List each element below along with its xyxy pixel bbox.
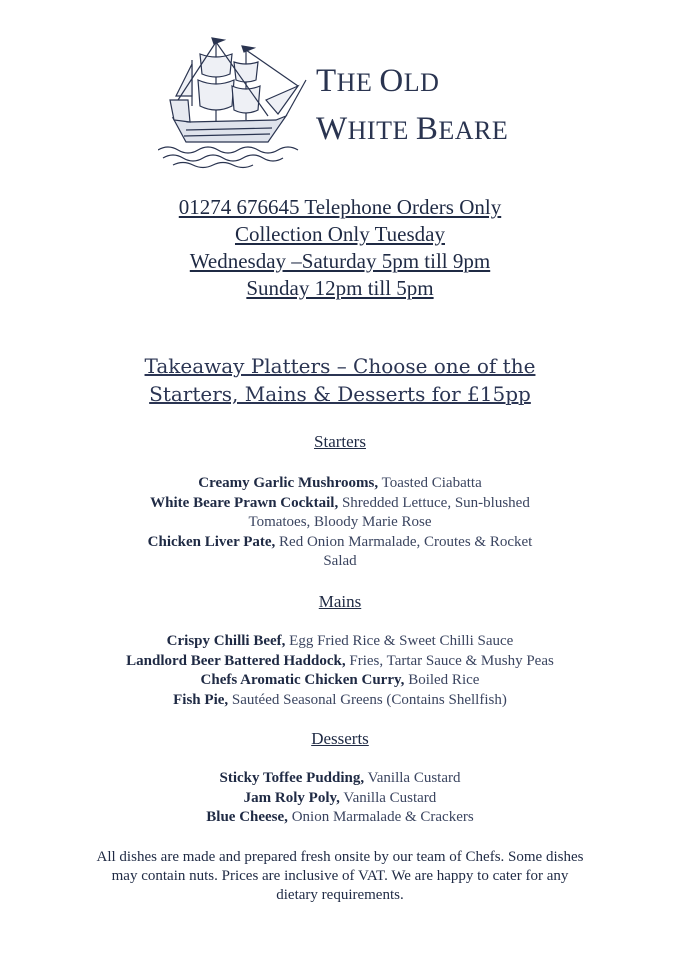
dessert-item: Jam Roly Poly, Vanilla Custard bbox=[243, 789, 437, 806]
platters-line-1: Takeaway Platters – Choose one of the bbox=[144, 354, 536, 378]
main-item: Landlord Beer Battered Haddock, Fries, Tartar Sauce & Mushy Peas bbox=[126, 652, 554, 669]
dessert-item: Blue Cheese, Onion Marmalade & Crackers bbox=[206, 809, 474, 825]
main-item: Fish Pie, Sautéed Seasonal Greens (Contains Shellfish) bbox=[173, 691, 507, 708]
dessert-item: Sticky Toffee Pudding, Vanilla Custard bbox=[219, 770, 461, 786]
brand-line-1: THE OLD bbox=[316, 63, 440, 99]
weekday-hours: Wednesday –Saturday 5pm till 9pm bbox=[189, 249, 491, 273]
platters-offer bbox=[0, 352, 680, 408]
starters-list bbox=[100, 474, 580, 572]
phone-line: 01274 676645 Telephone Orders Only bbox=[178, 195, 502, 219]
desserts-heading: Desserts bbox=[311, 729, 369, 748]
sunday-hours: Sunday 12pm till 5pm bbox=[246, 276, 434, 300]
starters-heading: Starters bbox=[314, 432, 366, 451]
mains-list bbox=[60, 632, 620, 710]
starter-item: White Beare Prawn Cocktail, Shredded Lettuce, Sun-blushed Tomatoes, Bloody Marie Rose bbox=[150, 494, 530, 530]
contact-info bbox=[0, 194, 680, 302]
desserts-list bbox=[100, 769, 580, 828]
main-item: Chefs Aromatic Chicken Curry, Boiled Rice bbox=[200, 672, 480, 688]
mains-heading: Mains bbox=[318, 592, 362, 611]
collection-line: Collection Only Tuesday bbox=[234, 222, 445, 246]
platters-line-2: Starters, Mains & Desserts for £15pp bbox=[149, 382, 531, 406]
brand-line-2: WHITE BEARE bbox=[316, 111, 509, 147]
starter-item: Creamy Garlic Mushrooms, Toasted Ciabatta bbox=[198, 475, 482, 491]
starter-item: Chicken Liver Pate, Red Onion Marmalade, Croutes & Rocket Salad bbox=[147, 533, 533, 569]
logo bbox=[158, 30, 528, 170]
brand-name bbox=[316, 58, 508, 154]
footer-note: All dishes are made and prepared fresh onsite by our team of Chefs. Some dishes may contain nuts. Prices are inclusive of VAT. We are happy to cater for any dietary requirements. bbox=[96, 849, 584, 903]
ship-icon bbox=[158, 30, 308, 170]
main-item: Crispy Chilli Beef, Egg Fried Rice & Sweet Chilli Sauce bbox=[166, 633, 514, 649]
